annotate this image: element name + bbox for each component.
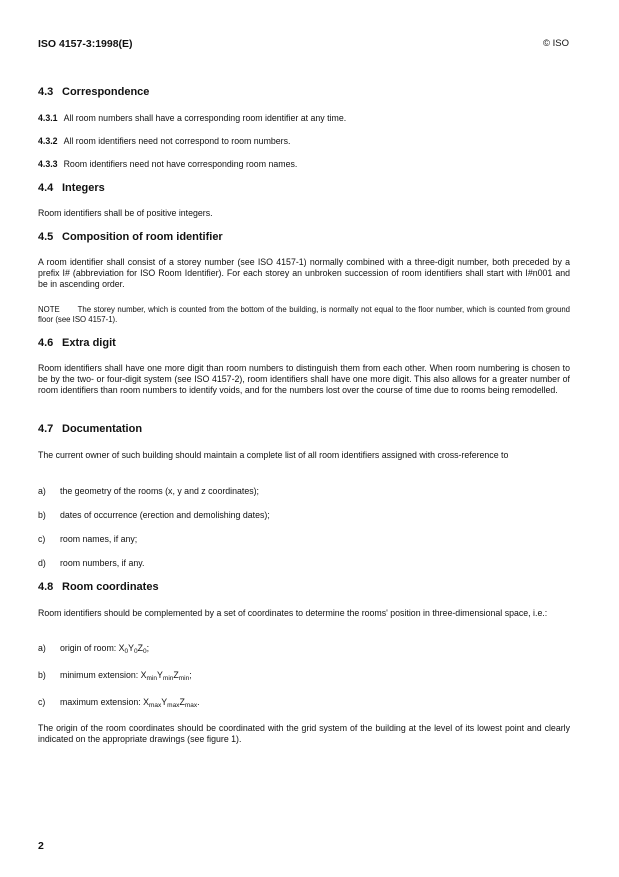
document-header-title: ISO 4157-3:1998(E) bbox=[38, 38, 133, 50]
list-item bbox=[38, 510, 270, 520]
section-title: Integers bbox=[62, 182, 105, 194]
paragraph-4-5: A room identifier shall consist of a storey number (see ISO 4157-1) normally combined with a three-digit number, both preceded by a prefix I# (abbreviation for ISO Room Identifier). For each storey an unbroken succession of room identifiers shall start with I#n001 and be in ascending order. bbox=[38, 257, 570, 289]
paragraph-4-7: The current owner of such building should maintain a complete list of all room identifiers assigned with cross-reference to bbox=[38, 450, 509, 460]
section-title: Room coordinates bbox=[62, 581, 159, 593]
coord-y-sub: max bbox=[167, 702, 180, 709]
list-label: a) bbox=[38, 486, 46, 496]
clause-number: 4.3.1 bbox=[38, 113, 58, 123]
coord-z: Z bbox=[179, 697, 185, 707]
section-title: Documentation bbox=[62, 423, 143, 435]
section-number: 4.3 bbox=[38, 86, 54, 98]
paragraph-4-8-closing: The origin of the room coordinates should be coordinated with the grid system of the building at the level of its lowest point and clearly indicated on the appropriate drawings (see figure 1). bbox=[38, 723, 570, 744]
coord-x-sub: min bbox=[146, 675, 158, 682]
list-text: room names, if any; bbox=[60, 534, 138, 544]
list-item bbox=[38, 697, 200, 709]
coord-z-sub: 0 bbox=[143, 648, 147, 655]
page-number: 2 bbox=[38, 840, 44, 852]
list-label: c) bbox=[38, 534, 46, 544]
list-item bbox=[38, 558, 144, 568]
coord-y: Y bbox=[161, 697, 168, 707]
clause-text: Room identifiers need not have corresponding room names. bbox=[63, 159, 298, 169]
paragraph-4-6: Room identifiers shall have one more digit than room numbers to distinguish them from each other. When room numbering is chosen to be by the two- or four-digit system (see ISO 4157-2), room identifiers shall have one more digit. This also allows for a greater number of room identifiers than room numbers to identify voids, and for the numbers lost over the course of time due to rooms being remodelled. bbox=[38, 363, 570, 395]
section-number: 4.6 bbox=[38, 337, 54, 349]
list-item bbox=[38, 670, 192, 682]
paragraph-4-4: Room identifiers shall be of positive integers. bbox=[38, 208, 213, 218]
coord-y-sub: min bbox=[162, 675, 174, 682]
section-heading-4-5 bbox=[38, 231, 223, 243]
list-item bbox=[38, 534, 137, 544]
section-number: 4.8 bbox=[38, 581, 54, 593]
clause-number: 4.3.2 bbox=[38, 136, 58, 146]
list-text: dates of occurrence (erection and demolishing dates); bbox=[60, 510, 270, 520]
clause-text: All room numbers shall have a corresponding room identifier at any time. bbox=[63, 113, 347, 123]
coord-x: X bbox=[118, 643, 125, 653]
list-text: the geometry of the rooms (x, y and z coordinates); bbox=[60, 486, 259, 496]
section-title: Composition of room identifier bbox=[62, 231, 223, 243]
coord-z: Z bbox=[173, 670, 179, 680]
copyright-notice: © ISO bbox=[542, 38, 569, 49]
section-heading-4-4 bbox=[38, 182, 105, 194]
clause-4-3-3 bbox=[38, 159, 297, 169]
coord-x-sub: max bbox=[149, 702, 162, 709]
list-end-punct: ; bbox=[146, 643, 150, 653]
section-number: 4.5 bbox=[38, 231, 54, 243]
list-item bbox=[38, 643, 149, 655]
note-label: NOTE bbox=[38, 305, 60, 314]
section-number: 4.4 bbox=[38, 182, 54, 194]
clause-4-3-2 bbox=[38, 136, 290, 146]
coord-z: Z bbox=[137, 643, 144, 653]
coord-x: X bbox=[143, 697, 149, 707]
clause-text: All room identifiers need not correspond to room numbers. bbox=[63, 136, 291, 146]
coord-x-sub: 0 bbox=[124, 648, 129, 655]
section-heading-4-3 bbox=[38, 86, 149, 98]
section-heading-4-7 bbox=[38, 423, 142, 435]
coord-y-sub: 0 bbox=[134, 648, 138, 655]
list-label: a) bbox=[38, 643, 46, 653]
list-end-punct: ; bbox=[189, 670, 192, 680]
clause-number: 4.3.3 bbox=[38, 159, 58, 169]
list-label: d) bbox=[38, 558, 46, 568]
section-number: 4.7 bbox=[38, 423, 54, 435]
section-heading-4-6 bbox=[38, 337, 116, 349]
coord-x: X bbox=[140, 670, 147, 680]
list-text: room numbers, if any. bbox=[60, 558, 145, 568]
list-text: origin of room: bbox=[60, 643, 119, 653]
list-end-punct: . bbox=[197, 697, 200, 707]
coord-z-sub: min bbox=[178, 675, 190, 682]
section-title: Correspondence bbox=[62, 86, 150, 98]
note-text: The storey number, which is counted from the bottom of the building, is normally not equal to the floor number, which is counted from ground floor (see ISO 4157-1). bbox=[38, 305, 570, 324]
list-text: minimum extension: bbox=[60, 670, 141, 680]
clause-4-3-1 bbox=[38, 113, 346, 123]
list-text: maximum extension: bbox=[60, 697, 144, 707]
note-4-5 bbox=[38, 305, 570, 324]
list-item bbox=[38, 486, 259, 496]
section-title: Extra digit bbox=[62, 337, 116, 349]
list-label: b) bbox=[38, 510, 46, 520]
section-heading-4-8 bbox=[38, 581, 159, 593]
list-label: b) bbox=[38, 670, 46, 680]
list-label: c) bbox=[38, 697, 46, 707]
coord-z-sub: max bbox=[184, 702, 198, 709]
coord-y: Y bbox=[157, 670, 163, 680]
paragraph-4-8: Room identifiers should be complemented by a set of coordinates to determine the rooms' position in three-dimensional space, i.e.: bbox=[38, 608, 548, 618]
coord-y: Y bbox=[128, 643, 135, 653]
